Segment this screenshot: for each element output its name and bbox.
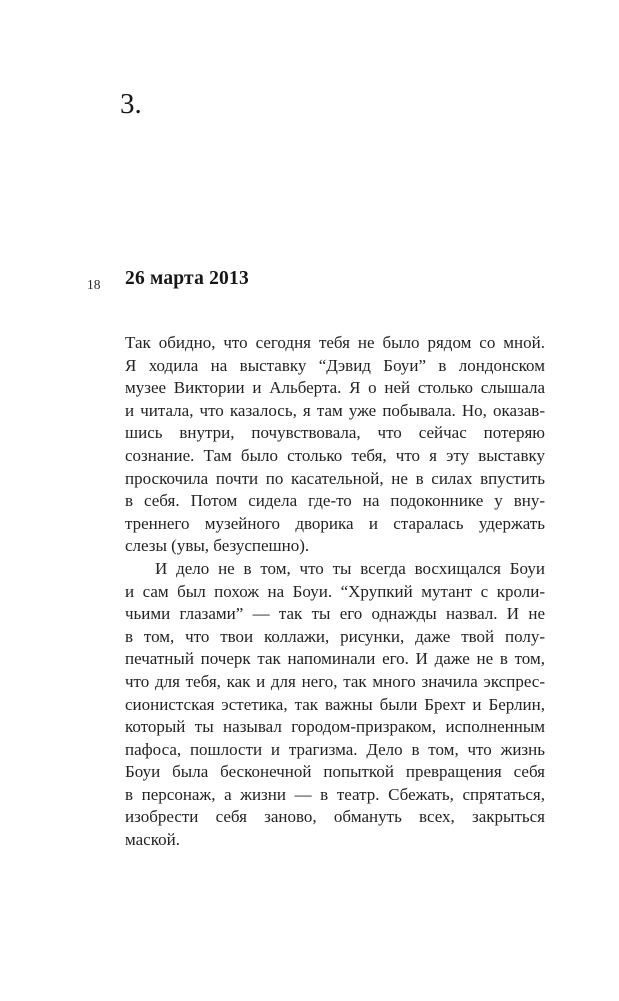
text-line: который ты называл городом-призраком, исполненным bbox=[125, 717, 545, 737]
text-line: проскочила почти по касательной, не в силах впустить bbox=[125, 468, 545, 488]
text-line: печатный почерк так напоминали его. И даже не в том, bbox=[125, 649, 545, 669]
text-line: и сам был похож на Боуи. “Хрупкий мутант с кроли- bbox=[125, 581, 545, 601]
paragraph-1 bbox=[125, 332, 545, 558]
text-line: чьими глазами” — так ты его однажды назвал. И не bbox=[125, 604, 545, 624]
text-line: Боуи была бесконечной попыткой превращения себя bbox=[125, 762, 545, 782]
text-line: маской. bbox=[125, 830, 180, 850]
text-line: слезы (увы, безуспешно). bbox=[125, 536, 310, 556]
chapter-number: 3. bbox=[120, 88, 142, 120]
text-line: шись внутри, почувствовала, что сейчас потеряю bbox=[125, 423, 545, 443]
text-line: пафоса, пошлости и трагизма. Дело в том, что жизнь bbox=[125, 739, 545, 759]
text-line: в себя. Потом сидела где-то на подоконнике у вну- bbox=[125, 491, 545, 511]
text-line: изобрести себя заново, обмануть всех, закрыться bbox=[125, 807, 545, 827]
text-line: и читала, что казалось, я там уже побывала. Но, оказав- bbox=[125, 400, 545, 420]
date-heading: 26 марта 2013 bbox=[125, 268, 249, 289]
text-line: сознание. Там было столько тебя, что я эту выставку bbox=[125, 445, 545, 465]
text-line: сионистская эстетика, так важны были Брехт и Берлин, bbox=[125, 694, 545, 714]
text-column bbox=[125, 268, 545, 852]
text-line: Так обидно, что сегодня тебя не было рядом со мной. bbox=[125, 333, 545, 352]
text-line: что для тебя, как и для него, так много значила экспрес- bbox=[125, 671, 545, 691]
text-line: в том, что твои коллажи, рисунки, даже твой полу- bbox=[125, 626, 545, 646]
text-line: Я ходила на выставку “Дэвид Боуи” в лондонском bbox=[125, 355, 545, 375]
paragraph-2 bbox=[125, 558, 545, 852]
text-line: треннего музейного дворика и старалась удержать bbox=[125, 513, 545, 533]
text-line: музее Виктории и Альберта. Я о ней столько слышала bbox=[125, 378, 545, 398]
page-number: 18 bbox=[87, 277, 101, 292]
text-line: в персонаж, а жизни — в театр. Сбежать, спрятаться, bbox=[125, 784, 545, 804]
text-line: И дело не в том, что ты всегда восхищался Боуи bbox=[155, 558, 545, 578]
